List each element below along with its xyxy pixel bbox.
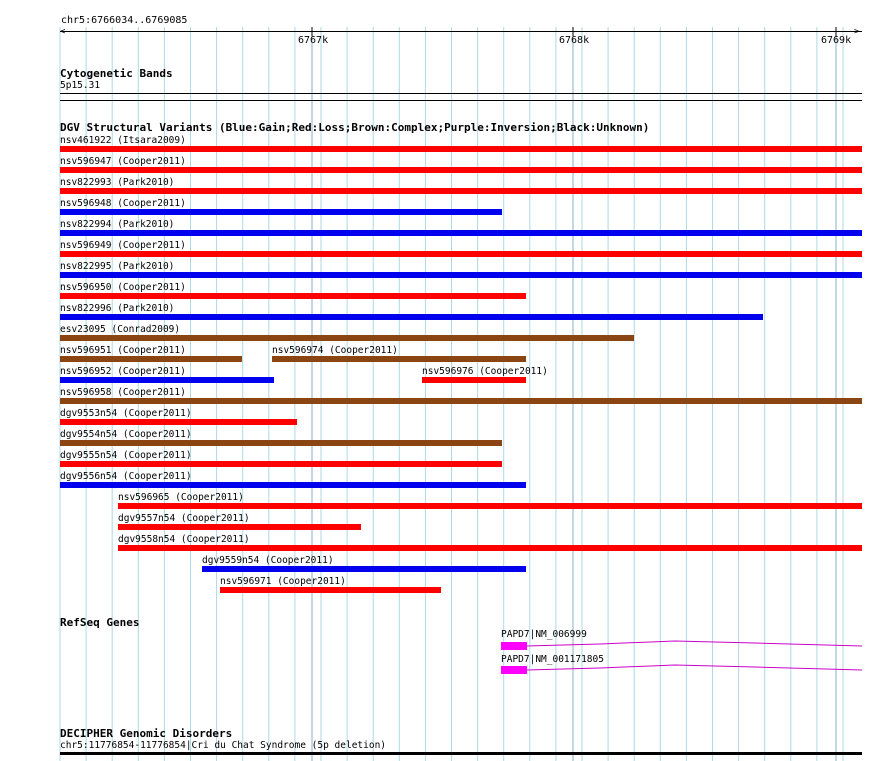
gene-model[interactable] <box>500 663 862 679</box>
variant-bar[interactable] <box>60 146 862 152</box>
variant-label[interactable]: nsv596958 (Cooper2011) <box>60 387 186 398</box>
variant-label[interactable]: nsv596949 (Cooper2011) <box>60 240 186 251</box>
gene-label[interactable]: PAPD7|NM_001171805 <box>501 654 604 665</box>
variant-bar[interactable] <box>60 356 242 362</box>
variant-bar[interactable] <box>202 566 526 572</box>
variant-label[interactable]: nsv596971 (Cooper2011) <box>220 576 346 587</box>
variant-label[interactable]: nsv596947 (Cooper2011) <box>60 156 186 167</box>
variant-bar[interactable] <box>60 251 862 257</box>
variant-bar[interactable] <box>60 293 526 299</box>
variant-label[interactable]: dgv9554n54 (Cooper2011) <box>60 429 192 440</box>
ruler-left-arrow: < <box>60 27 66 37</box>
variant-bar[interactable] <box>118 503 862 509</box>
tick-label-6768k: 6768k <box>559 35 590 46</box>
gene-model[interactable] <box>500 638 862 654</box>
ruler-right-arrow: > <box>854 27 860 37</box>
variant-label[interactable]: nsv822994 (Park2010) <box>60 219 175 230</box>
decipher-track-title[interactable]: DECIPHER Genomic Disorders <box>60 727 233 740</box>
dgv-track-title[interactable]: DGV Structural Variants (Blue:Gain;Red:Loss;Brown:Complex;Purple:Inversion;Black:Unknown) <box>60 121 650 134</box>
variant-bar[interactable] <box>422 377 526 383</box>
variant-bar[interactable] <box>60 209 502 215</box>
variant-bar[interactable] <box>60 398 862 404</box>
variant-bar[interactable] <box>60 419 297 425</box>
variant-label[interactable]: nsv596950 (Cooper2011) <box>60 282 186 293</box>
variant-bar[interactable] <box>60 335 634 341</box>
variant-label[interactable]: dgv9558n54 (Cooper2011) <box>118 534 250 545</box>
variant-bar[interactable] <box>60 461 502 467</box>
variant-label[interactable]: nsv596976 (Cooper2011) <box>422 366 548 377</box>
variant-label[interactable]: dgv9559n54 (Cooper2011) <box>202 555 334 566</box>
cytoband-track-title[interactable]: Cytogenetic Bands <box>60 67 173 80</box>
variant-bar[interactable] <box>118 545 862 551</box>
variant-bar[interactable] <box>60 314 763 320</box>
variant-label[interactable]: nsv822993 (Park2010) <box>60 177 175 188</box>
ruler-axis <box>60 31 862 32</box>
decipher-bar[interactable] <box>60 752 862 755</box>
variant-bar[interactable] <box>118 524 361 530</box>
refseq-track-title[interactable]: RefSeq Genes <box>60 616 140 629</box>
gene-label[interactable]: PAPD7|NM_006999 <box>501 629 587 640</box>
variant-bar[interactable] <box>60 482 526 488</box>
variant-bar[interactable] <box>220 587 441 593</box>
tick-label-6767k: 6767k <box>298 35 329 46</box>
variant-label[interactable]: dgv9556n54 (Cooper2011) <box>60 471 192 482</box>
variant-label[interactable]: nsv596952 (Cooper2011) <box>60 366 186 377</box>
ruler-range-label: chr5:6766034..6769085 <box>61 15 188 26</box>
variant-bar[interactable] <box>60 272 862 278</box>
cytoband-top-line <box>60 93 862 94</box>
variant-label[interactable]: nsv596948 (Cooper2011) <box>60 198 186 209</box>
variant-label[interactable]: dgv9555n54 (Cooper2011) <box>60 450 192 461</box>
variant-label[interactable]: nsv822996 (Park2010) <box>60 303 175 314</box>
decipher-entry-label[interactable]: chr5:11776854-11776854|Cri du Chat Syndrome (5p deletion) <box>60 740 387 751</box>
variant-label[interactable]: nsv596951 (Cooper2011) <box>60 345 186 356</box>
variant-bar[interactable] <box>60 377 274 383</box>
tick-label-6769k: 6769k <box>821 35 852 46</box>
variant-bar[interactable] <box>60 188 862 194</box>
variant-label[interactable]: nsv596965 (Cooper2011) <box>118 492 244 503</box>
variant-bar[interactable] <box>60 440 502 446</box>
variant-label[interactable]: nsv822995 (Park2010) <box>60 261 175 272</box>
cytoband-bottom-line <box>60 100 862 101</box>
cytoband-label: 5p15.31 <box>60 80 101 91</box>
variant-label[interactable]: esv23095 (Conrad2009) <box>60 324 181 335</box>
variant-label[interactable]: dgv9557n54 (Cooper2011) <box>118 513 250 524</box>
variant-label[interactable]: dgv9553n54 (Cooper2011) <box>60 408 192 419</box>
variant-label[interactable]: nsv461922 (Itsara2009) <box>60 135 186 146</box>
variant-bar[interactable] <box>60 167 862 173</box>
variant-label[interactable]: nsv596974 (Cooper2011) <box>272 345 398 356</box>
variant-bar[interactable] <box>60 230 862 236</box>
variant-bar[interactable] <box>272 356 526 362</box>
